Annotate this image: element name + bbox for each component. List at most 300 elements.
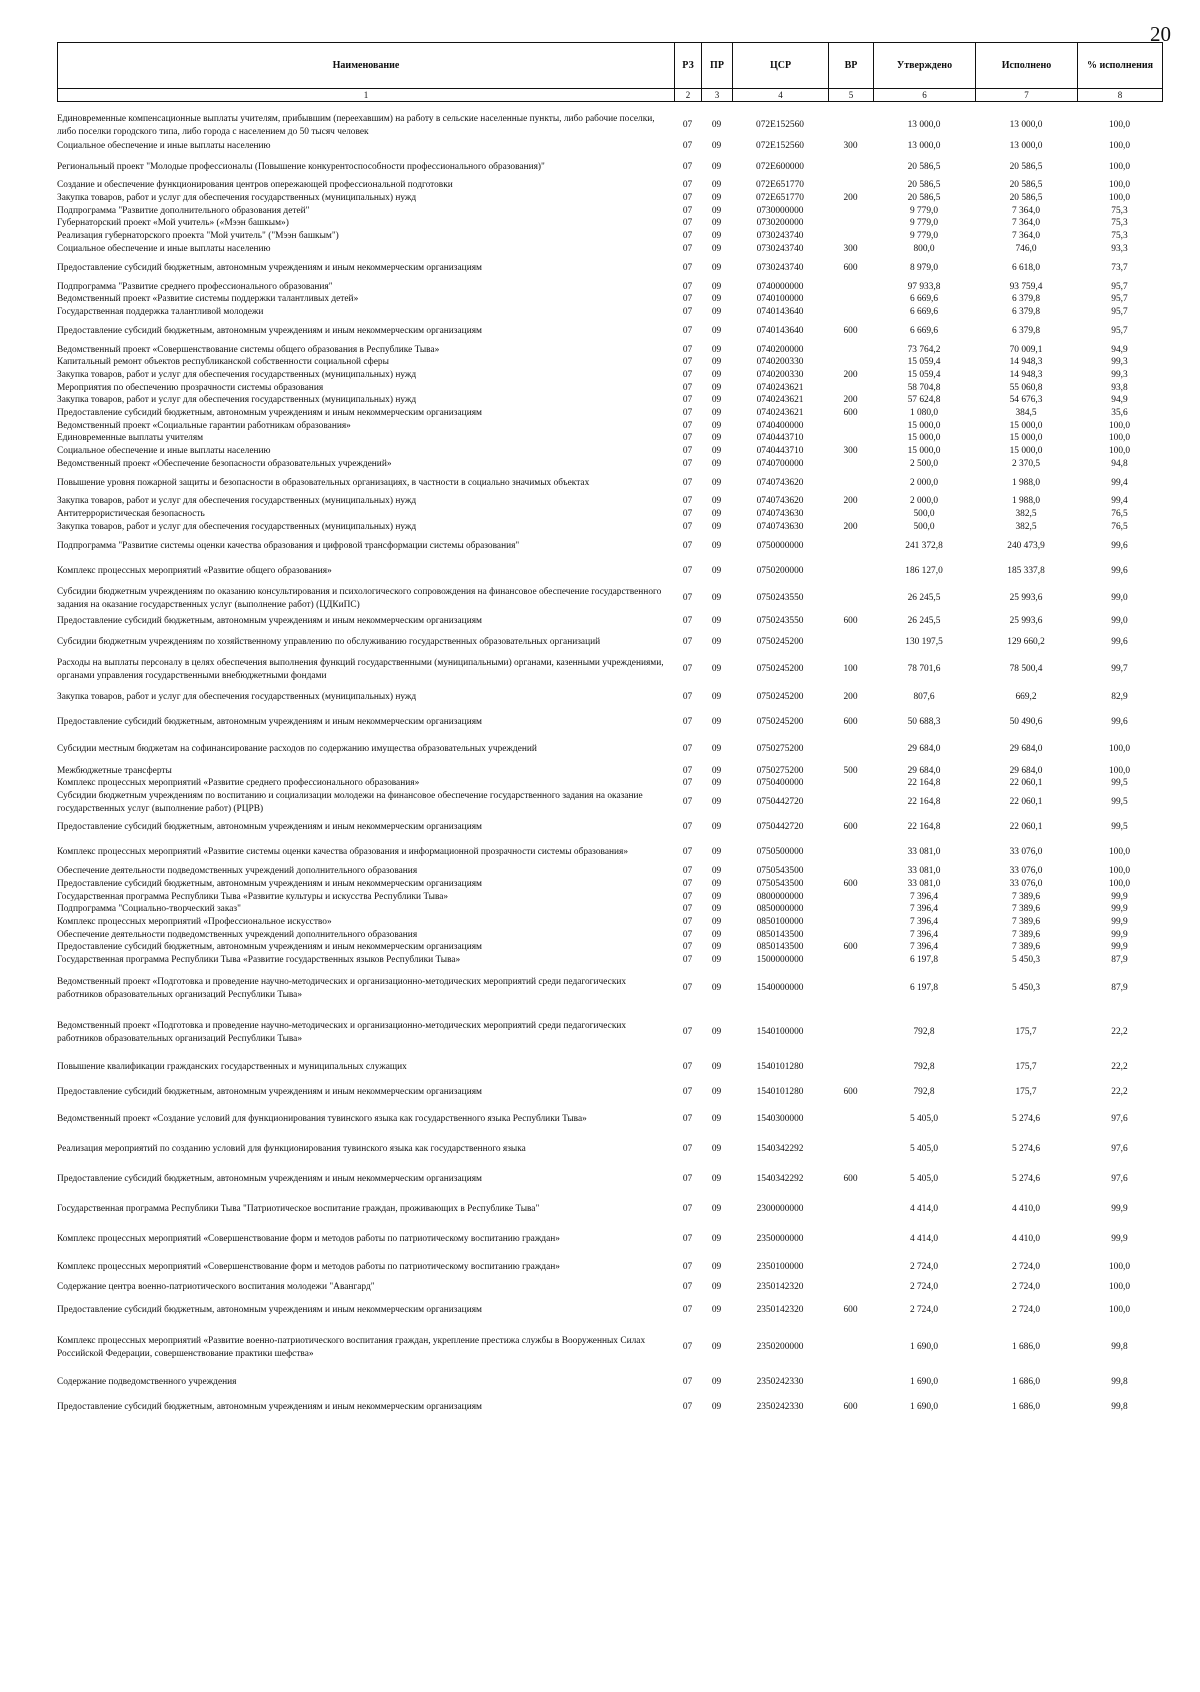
cell-percent: 99,5 [1111, 778, 1128, 789]
cell-approved: 7 396,4 [909, 929, 939, 940]
cell-name: Предоставление субсидий бюджетным, автономным учреждениям и иным некоммерческим организациям [57, 1305, 482, 1316]
cell-executed: 175,7 [1015, 1086, 1037, 1097]
header-num: 4 [733, 89, 829, 102]
cell-csr: 0750200000 [756, 565, 804, 576]
cell-vr: 600 [843, 1174, 858, 1185]
cell-percent: 99,0 [1111, 616, 1128, 627]
cell-approved: 33 081,0 [907, 847, 941, 858]
cell-csr: 0740143640 [756, 325, 804, 336]
cell-csr: 0740143640 [756, 306, 804, 317]
cell-pr: 09 [711, 1305, 722, 1316]
cell-pr: 09 [711, 691, 722, 702]
cell-pr: 09 [711, 955, 722, 966]
cell-pr: 09 [711, 1061, 722, 1072]
cell-csr: 0740200330 [756, 369, 804, 380]
cell-name: Содержание подведомственного учреждения [57, 1376, 237, 1387]
cell-pr: 09 [711, 294, 722, 305]
cell-rz: 07 [682, 205, 693, 216]
cell-approved: 1 080,0 [909, 408, 939, 418]
cell-approved: 8 979,0 [909, 262, 939, 273]
cell-pr: 09 [711, 509, 722, 520]
cell-pr: 09 [711, 1401, 722, 1412]
table-row [57, 113, 1162, 138]
cell-vr [828, 382, 873, 395]
cell-rz: 07 [682, 357, 693, 368]
cell-pr: 09 [711, 446, 722, 457]
cell-csr: 072Е152560 [756, 120, 804, 131]
cell-pr: 09 [711, 161, 722, 172]
cell-vr [828, 217, 873, 230]
table-row [57, 407, 1162, 420]
table-row [57, 916, 1162, 929]
cell-approved: 20 586,5 [907, 193, 941, 204]
cell-percent: 100,0 [1108, 744, 1131, 755]
table-row [57, 256, 1162, 281]
cell-percent: 87,9 [1111, 955, 1128, 966]
cell-csr: 0740100000 [756, 294, 804, 305]
cell-percent: 99,9 [1111, 917, 1128, 927]
table-row [57, 840, 1162, 865]
cell-pr: 09 [711, 218, 722, 229]
header-num: 3 [702, 89, 733, 102]
table-row [57, 1135, 1162, 1165]
cell-percent: 99,6 [1111, 540, 1128, 551]
cell-vr [828, 929, 873, 942]
cell-pr: 09 [711, 395, 722, 406]
cell-pr: 09 [711, 847, 722, 858]
cell-csr: 0730200000 [756, 218, 804, 229]
cell-name: Единовременные выплаты учителям [57, 433, 204, 444]
cell-approved: 2 724,0 [909, 1305, 939, 1316]
cell-percent: 22,2 [1111, 1027, 1128, 1038]
table-row [57, 1055, 1162, 1080]
cell-pr: 09 [711, 205, 722, 216]
cell-rz: 07 [682, 521, 693, 532]
cell-pr: 09 [711, 281, 722, 292]
header-rz: РЗ [675, 43, 702, 89]
cell-vr [828, 1105, 873, 1135]
cell-percent: 100,0 [1108, 1261, 1131, 1272]
cell-percent: 99,9 [1111, 1204, 1128, 1215]
cell-pr: 09 [711, 521, 722, 532]
cell-name: Субсидии бюджетным учреждениям по хозяйственному управлению по обслуживанию государственных образовательных организаций [57, 636, 601, 647]
cell-name: Предоставление субсидий бюджетным, автономным учреждениям и иным некоммерческим организациям [57, 1086, 482, 1097]
cell-executed: 175,7 [1015, 1027, 1037, 1038]
cell-executed: 382,5 [1015, 521, 1037, 532]
cell-approved: 7 396,4 [909, 942, 939, 953]
cell-name: Предоставление субсидий бюджетным, автономным учреждениям и иным некоммерческим организациям [57, 408, 482, 418]
cell-pr: 09 [711, 306, 722, 317]
cell-name: Комплекс процессных мероприятий «Профессиональное искусство» [57, 917, 332, 927]
cell-percent: 99,4 [1111, 496, 1128, 507]
cell-vr [828, 508, 873, 521]
cell-rz: 07 [682, 369, 693, 380]
cell-vr: 500 [843, 765, 858, 776]
table-row [57, 432, 1162, 445]
table-row [57, 685, 1162, 710]
header-num: 1 [58, 89, 675, 102]
cell-percent: 100,0 [1108, 120, 1131, 131]
cell-vr [828, 420, 873, 433]
cell-percent: 100,0 [1108, 161, 1131, 172]
cell-executed: 7 389,6 [1011, 929, 1041, 940]
cell-csr: 2350100000 [756, 1261, 804, 1272]
cell-executed: 129 660,2 [1007, 636, 1045, 647]
cell-executed: 5 274,6 [1011, 1114, 1041, 1125]
cell-vr [828, 967, 873, 1011]
table-row [57, 154, 1162, 179]
cell-vr [828, 179, 873, 192]
cell-rz: 07 [682, 744, 693, 755]
cell-vr: 600 [843, 716, 858, 727]
cell-pr: 09 [711, 1261, 722, 1272]
cell-name: Социальное обеспечение и иные выплаты населению [57, 141, 271, 152]
cell-csr: 2350142320 [756, 1282, 804, 1293]
cell-csr: 1540342292 [756, 1174, 804, 1185]
cell-executed: 22 060,1 [1009, 778, 1043, 789]
table-row [57, 584, 1162, 614]
cell-percent: 99,4 [1111, 477, 1128, 488]
cell-approved: 4 414,0 [909, 1234, 939, 1245]
cell-approved: 97 933,8 [907, 281, 941, 292]
cell-name: Закупка товаров, работ и услуг для обеспечения государственных (муниципальных) нужд [57, 496, 417, 507]
cell-csr: 072Е651770 [756, 193, 804, 204]
cell-executed: 55 060,8 [1009, 382, 1043, 393]
cell-vr [828, 1255, 873, 1280]
cell-executed: 20 586,5 [1009, 161, 1043, 172]
cell-vr [828, 735, 873, 765]
table-row [57, 777, 1162, 790]
table-row [57, 205, 1162, 218]
cell-approved: 6 669,6 [909, 325, 939, 336]
cell-percent: 95,7 [1111, 281, 1128, 292]
cell-rz: 07 [682, 180, 693, 191]
cell-approved: 9 779,0 [909, 231, 939, 242]
cell-approved: 6 669,6 [909, 306, 939, 317]
cell-pr: 09 [711, 904, 722, 915]
cell-name: Предоставление субсидий бюджетным, автономным учреждениям и иным некоммерческим организациям [57, 822, 482, 833]
cell-vr: 600 [843, 408, 858, 418]
cell-rz: 07 [682, 262, 693, 273]
cell-rz: 07 [682, 778, 693, 789]
cell-rz: 07 [682, 496, 693, 507]
cell-vr [828, 559, 873, 584]
cell-executed: 14 948,3 [1009, 369, 1043, 380]
cell-csr: 072Е651770 [756, 180, 804, 191]
cell-vr [828, 458, 873, 471]
table-row [57, 954, 1162, 967]
cell-csr: 0730243740 [756, 262, 804, 273]
cell-percent: 35,6 [1111, 408, 1128, 418]
table-row [57, 293, 1162, 306]
cell-csr: 0800000000 [756, 891, 804, 902]
cell-percent: 99,6 [1111, 636, 1128, 647]
cell-percent: 99,9 [1111, 942, 1128, 953]
cell-rz: 07 [682, 1342, 693, 1353]
cell-rz: 07 [682, 822, 693, 833]
table-row [57, 1280, 1162, 1296]
cell-name: Ведомственный проект «Подготовка и проведение научно-методических и организационно-методических мероприятий среди педагогических работников образовательных организаций Республики Тыва» [57, 1021, 627, 1044]
table-row [57, 941, 1162, 954]
cell-rz: 07 [682, 1282, 693, 1293]
cell-pr: 09 [711, 540, 722, 551]
cell-name: Предоставление субсидий бюджетным, автономным учреждениям и иным некоммерческим организациям [57, 262, 482, 273]
table-row [57, 1105, 1162, 1135]
cell-csr: 0740243621 [756, 408, 804, 418]
cell-percent: 100,0 [1108, 866, 1131, 877]
cell-executed: 22 060,1 [1009, 822, 1043, 833]
cell-pr: 09 [711, 917, 722, 927]
cell-csr: 072Е152560 [756, 141, 804, 152]
cell-pr: 09 [711, 616, 722, 627]
cell-vr [828, 306, 873, 319]
cell-approved: 1 690,0 [909, 1401, 939, 1412]
cell-percent: 75,3 [1111, 231, 1128, 242]
table-row [57, 891, 1162, 904]
cell-executed: 29 684,0 [1009, 744, 1043, 755]
cell-executed: 54 676,3 [1009, 395, 1043, 406]
cell-name: Закупка товаров, работ и услуг для обеспечения государственных (муниципальных) нужд [57, 521, 417, 532]
cell-rz: 07 [682, 942, 693, 953]
cell-vr [828, 1195, 873, 1225]
table-row [57, 1370, 1162, 1395]
cell-name: Ведомственный проект «Создание условий для функционирования тувинского языка как государственного языка Республики Тыва» [57, 1114, 587, 1125]
table-row [57, 1395, 1162, 1420]
table-row [57, 394, 1162, 407]
cell-name: Комплекс процессных мероприятий «Совершенствование форм и методов работы по патриотическому воспитанию граждан» [57, 1261, 560, 1272]
cell-name: Закупка товаров, работ и услуг для обеспечения государственных (муниципальных) нужд [57, 193, 417, 204]
table-row [57, 508, 1162, 521]
cell-executed: 1 686,0 [1011, 1401, 1041, 1412]
cell-percent: 100,0 [1108, 878, 1131, 889]
cell-percent: 93,8 [1111, 382, 1128, 393]
cell-approved: 1 690,0 [909, 1376, 939, 1387]
cell-csr: 1540000000 [756, 983, 804, 994]
cell-vr: 300 [843, 141, 858, 152]
cell-executed: 7 389,6 [1011, 917, 1041, 927]
cell-csr: 2350142320 [756, 1305, 804, 1316]
table-row [57, 192, 1162, 205]
header-vr: ВР [829, 43, 874, 89]
cell-csr: 0750245200 [756, 716, 804, 727]
cell-pr: 09 [711, 496, 722, 507]
cell-csr: 0730000000 [756, 205, 804, 216]
table-row [57, 765, 1162, 778]
table-row [57, 521, 1162, 534]
cell-csr: 0740443710 [756, 433, 804, 444]
table-row [57, 217, 1162, 230]
cell-vr [828, 891, 873, 904]
cell-executed: 185 337,8 [1007, 565, 1045, 576]
cell-executed: 25 993,6 [1009, 616, 1043, 627]
table-row [57, 230, 1162, 243]
table-row [57, 735, 1162, 765]
cell-name: Субсидии местным бюджетам на софинансирование расходов по содержанию имущества образовательных учреждений [57, 744, 537, 755]
header-num: 2 [675, 89, 702, 102]
cell-pr: 09 [711, 744, 722, 755]
cell-name: Социальное обеспечение и иные выплаты населению [57, 446, 271, 457]
cell-name: Создание и обеспечение функционирования центров опережающей профессиональной подготовки [57, 180, 453, 191]
cell-pr: 09 [711, 878, 722, 889]
cell-pr: 09 [711, 1342, 722, 1353]
cell-name: Государственная поддержка талантливой молодежи [57, 306, 264, 317]
table-row [57, 369, 1162, 382]
cell-name: Ведомственный проект «Развитие системы поддержки талантливых детей» [57, 294, 359, 305]
cell-pr: 09 [711, 344, 722, 355]
cell-vr [828, 534, 873, 559]
cell-csr: 0740200000 [756, 344, 804, 355]
cell-vr [828, 344, 873, 357]
cell-csr: 1540300000 [756, 1114, 804, 1125]
cell-csr: 0740243621 [756, 395, 804, 406]
cell-percent: 99,6 [1111, 716, 1128, 727]
table-row [57, 790, 1162, 815]
cell-rz: 07 [682, 294, 693, 305]
cell-percent: 99,0 [1111, 593, 1128, 604]
cell-vr [828, 1225, 873, 1255]
table-row [57, 382, 1162, 395]
cell-pr: 09 [711, 180, 722, 191]
table-row [57, 319, 1162, 344]
cell-approved: 241 372,8 [905, 540, 943, 551]
cell-csr: 2350000000 [756, 1234, 804, 1245]
cell-executed: 4 410,0 [1011, 1234, 1041, 1245]
cell-csr: 1540100000 [756, 1027, 804, 1038]
cell-csr: 2350242330 [756, 1401, 804, 1412]
cell-vr [828, 954, 873, 967]
cell-rz: 07 [682, 509, 693, 520]
cell-executed: 6 379,8 [1011, 294, 1041, 305]
cell-vr: 300 [843, 243, 858, 254]
cell-executed: 384,5 [1015, 408, 1037, 418]
cell-approved: 130 197,5 [905, 636, 943, 647]
cell-executed: 2 370,5 [1011, 458, 1041, 469]
cell-executed: 5 274,6 [1011, 1144, 1041, 1155]
cell-vr [828, 916, 873, 929]
cell-approved: 2 000,0 [909, 496, 939, 507]
cell-executed: 1 686,0 [1011, 1342, 1041, 1353]
cell-rz: 07 [682, 1061, 693, 1072]
table-row [57, 138, 1162, 154]
table-row [57, 929, 1162, 942]
cell-name: Закупка товаров, работ и услуг для обеспечения государственных (муниципальных) нужд [57, 691, 417, 702]
cell-vr [828, 1135, 873, 1165]
table-row [57, 1326, 1162, 1370]
cell-csr: 2350200000 [756, 1342, 804, 1353]
cell-executed: 50 490,6 [1009, 716, 1043, 727]
cell-pr: 09 [711, 565, 722, 576]
table-row [57, 710, 1162, 735]
cell-rz: 07 [682, 1114, 693, 1125]
cell-pr: 09 [711, 382, 722, 393]
table-row [57, 967, 1162, 1011]
cell-pr: 09 [711, 262, 722, 273]
cell-rz: 07 [682, 382, 693, 393]
cell-executed: 93 759,4 [1009, 281, 1043, 292]
cell-percent: 93,3 [1111, 243, 1128, 254]
cell-percent: 100,0 [1108, 847, 1131, 858]
header-name: Наименование [58, 43, 675, 89]
cell-pr: 09 [711, 1086, 722, 1097]
cell-executed: 5 450,3 [1011, 955, 1041, 966]
cell-vr: 600 [843, 878, 858, 889]
cell-percent: 99,8 [1111, 1376, 1128, 1387]
cell-pr: 09 [711, 433, 722, 444]
cell-executed: 382,5 [1015, 509, 1037, 520]
cell-name: Содержание центра военно-патриотического воспитания молодежи "Авангард" [57, 1282, 375, 1293]
cell-vr [828, 790, 873, 815]
cell-rz: 07 [682, 193, 693, 204]
cell-approved: 26 245,5 [907, 593, 941, 604]
cell-approved: 26 245,5 [907, 616, 941, 627]
cell-rz: 07 [682, 433, 693, 444]
cell-csr: 0740443710 [756, 446, 804, 457]
cell-pr: 09 [711, 1376, 722, 1387]
cell-executed: 1 988,0 [1011, 496, 1041, 507]
cell-percent: 22,2 [1111, 1061, 1128, 1072]
cell-csr: 072Е600000 [756, 161, 804, 172]
cell-approved: 20 586,5 [907, 180, 941, 191]
cell-pr: 09 [711, 797, 722, 808]
table-row [57, 865, 1162, 878]
cell-name: Реализация мероприятий по созданию условий для функционирования тувинского языка как государственного языка [57, 1144, 526, 1155]
cell-csr: 1540101280 [756, 1061, 804, 1072]
cell-executed: 1 988,0 [1011, 477, 1041, 488]
cell-executed: 29 684,0 [1009, 765, 1043, 776]
cell-pr: 09 [711, 357, 722, 368]
cell-rz: 07 [682, 904, 693, 915]
cell-percent: 99,8 [1111, 1342, 1128, 1353]
cell-rz: 07 [682, 218, 693, 229]
table-row [57, 1255, 1162, 1280]
cell-vr [828, 584, 873, 614]
table-row [57, 458, 1162, 471]
cell-executed: 14 948,3 [1009, 357, 1043, 368]
cell-csr: 0740700000 [756, 458, 804, 469]
cell-executed: 22 060,1 [1009, 797, 1043, 808]
table-row [57, 534, 1162, 559]
cell-executed: 4 410,0 [1011, 1204, 1041, 1215]
cell-approved: 5 405,0 [909, 1114, 939, 1125]
cell-percent: 100,0 [1108, 765, 1131, 776]
cell-name: Субсидии бюджетным учреждениям по воспитанию и социализации молодежи на финансовое обеспечение государственного задания на оказание государственных услуг (выполнение работ) (РЦРВ) [57, 790, 643, 814]
cell-approved: 792,8 [913, 1027, 935, 1038]
cell-rz: 07 [682, 120, 693, 131]
cell-rz: 07 [682, 477, 693, 488]
cell-executed: 15 000,0 [1009, 446, 1043, 457]
cell-approved: 186 127,0 [905, 565, 943, 576]
table-row [57, 1296, 1162, 1326]
table-row [57, 903, 1162, 916]
cell-percent: 100,0 [1108, 141, 1131, 152]
cell-rz: 07 [682, 878, 693, 889]
cell-rz: 07 [682, 540, 693, 551]
table-row [57, 655, 1162, 685]
cell-executed: 13 000,0 [1009, 141, 1043, 152]
cell-csr: 0750243550 [756, 593, 804, 604]
cell-name: Подпрограмма "Развитие среднего профессионального образования" [57, 281, 333, 292]
table-row [57, 445, 1162, 458]
cell-percent: 95,7 [1111, 306, 1128, 317]
table-row [57, 281, 1162, 294]
cell-vr: 200 [843, 521, 858, 532]
cell-rz: 07 [682, 243, 693, 254]
cell-executed: 2 724,0 [1011, 1282, 1041, 1293]
cell-csr: 0750275200 [756, 765, 804, 776]
cell-executed: 5 274,6 [1011, 1174, 1041, 1185]
cell-name: Подпрограмма "Развитие дополнительного образования детей" [57, 205, 310, 216]
cell-rz: 07 [682, 929, 693, 940]
